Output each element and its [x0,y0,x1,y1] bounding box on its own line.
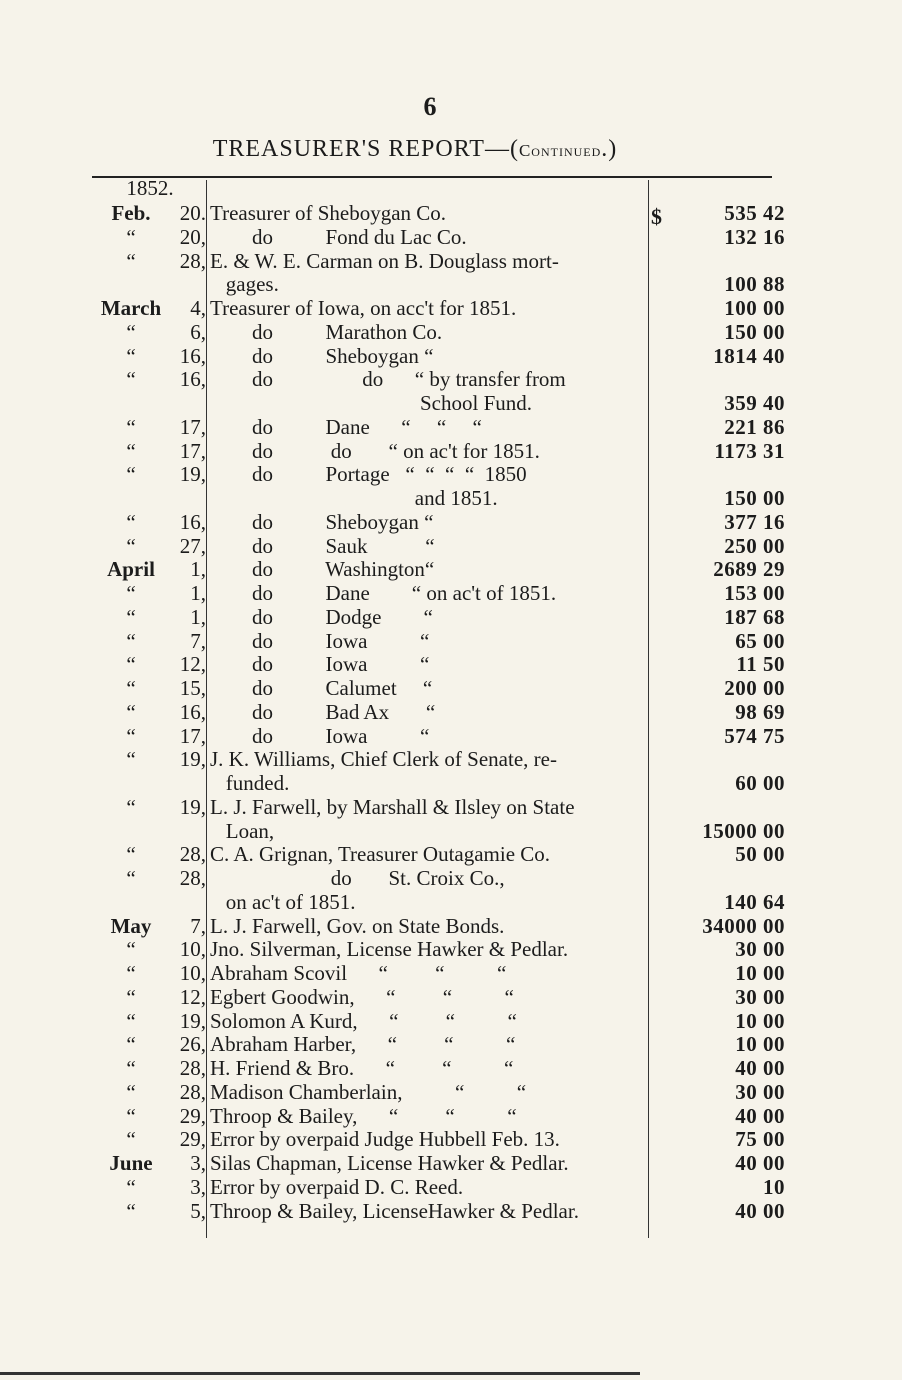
entry-day: 27, [179,533,206,558]
entry-amount: 30 00 [735,984,785,1009]
entry-day: 28, [179,1079,206,1104]
entry-description: do Portage “ “ “ “ 1850 [210,462,527,487]
ledger-row [0,344,902,368]
entry-day: 19, [179,1008,206,1033]
entry-day: 10, [179,937,206,962]
entry-description: School Fund. [210,391,533,415]
entry-day: 12, [179,984,206,1009]
entry-amount: 60 00 [735,771,785,795]
entry-amount: 75 00 [735,1127,785,1152]
entry-day: 17, [179,723,206,748]
entry-month: “ [126,248,136,273]
ledger-row [0,890,902,914]
entry-amount: 140 64 [724,889,785,914]
entry-month: “ [126,1103,136,1128]
entry-day: 16, [179,343,206,368]
entry-description: Silas Chapman, License Hawker & Pedlar. [210,1151,569,1175]
entry-description: Jno. Silverman, License Hawker & Pedlar. [210,937,569,962]
ledger-row [0,557,902,581]
ledger-row [0,225,902,249]
ledger-row [0,415,902,439]
entry-month: “ [126,509,136,534]
entry-month: “ [126,604,136,629]
entry-month: “ [126,1127,136,1152]
entry-month: “ [126,367,136,392]
entry-description: gages. [210,272,279,297]
entry-description: do Dodge “ [210,604,433,629]
entry-amount: 132 16 [724,224,785,249]
entry-description: do Dane “ on ac't of 1851. [210,581,557,605]
entry-description: C. A. Grignan, Treasurer Outagamie Co. [210,842,551,867]
entry-month: “ [126,343,136,368]
entry-month: “ [126,1032,136,1057]
entry-description: Abraham Scovil “ “ “ [210,961,507,985]
entry-day: 28, [179,866,206,890]
entry-amount: 187 68 [724,604,785,629]
ledger-row [0,296,902,320]
entry-amount: 250 00 [724,533,785,558]
entry-description: Abraham Harber, “ “ “ [210,1032,516,1057]
ledger-row [0,391,902,415]
entry-amount: 10 00 [735,961,785,985]
entry-description: E. & W. E. Carman on B. Douglass mort- [210,248,559,273]
entry-amount: 535 42 [724,201,785,225]
entry-month: “ [126,866,136,890]
entry-description: J. K. Williams, Chief Clerk of Senate, re- [210,747,557,772]
ledger-row [0,581,902,605]
entry-day: 28, [179,248,206,273]
ledger-row [0,367,902,391]
entry-amount: 98 69 [735,699,785,724]
entry-description: do Sauk “ [210,533,435,558]
ledger-row [0,1175,902,1199]
entry-day: 16, [179,699,206,724]
entry-month: “ [126,652,136,677]
entry-amount: 1173 31 [714,438,785,463]
ledger-row [0,771,902,795]
entry-day: 20, [179,224,206,249]
entry-month: “ [126,533,136,558]
entry-amount: 10 00 [735,1008,785,1033]
entry-description: do do “ on ac't for 1851. [210,438,540,463]
entry-description: do Dane “ “ “ [210,414,482,439]
entry-description: funded. [210,771,290,795]
ledger-row [0,201,902,225]
page-number: 6 [423,92,437,121]
entry-month: “ [126,984,136,1009]
entry-day: 26, [179,1032,206,1057]
entry-month: “ [126,699,136,724]
entry-day: 17, [179,438,206,463]
entry-amount: 100 88 [724,272,785,297]
entry-day: 10, [179,961,206,985]
entry-description: do St. Croix Co., [210,866,505,890]
entry-description: Treasurer of Sheboygan Co. [210,201,447,225]
entry-amount: 1814 40 [713,343,785,368]
page-title-main: TREASURER'S REPORT—( [212,136,519,162]
ledger-row [0,1199,902,1223]
ledger-row [0,937,902,961]
entry-description: do Iowa “ [210,628,430,653]
entry-day: 7, [190,628,206,653]
entry-amount: 40 00 [735,1056,785,1080]
ledger-row [0,724,902,748]
entry-month: “ [126,1008,136,1033]
entry-month: “ [126,1056,136,1080]
ledger-row [0,1080,902,1104]
entry-month: April [107,557,155,582]
entry-month: “ [126,1174,136,1199]
entry-month: “ [126,937,136,962]
entry-month: “ [126,628,136,653]
ledger-row [0,1009,902,1033]
entry-description: Solomon A Kurd, “ “ “ [210,1008,517,1033]
ledger-row [0,819,902,843]
entry-day: 6, [190,319,206,344]
dollar-sign: $ [651,204,662,229]
entry-amount: 221 86 [724,414,785,439]
entry-description: Loan, [210,818,275,843]
entry-amount: 150 00 [724,486,785,510]
entry-month: March [100,296,162,320]
entry-description: do Calumet “ [210,676,433,700]
entry-description: do Iowa “ [210,723,430,748]
entry-day: 28, [179,842,206,867]
ledger-row [0,1127,902,1151]
entry-amount: 40 00 [735,1198,785,1223]
entry-month: “ [126,1079,136,1104]
entry-day: 7, [190,913,206,938]
entry-month: “ [126,581,136,605]
ledger-row [0,462,902,486]
entry-amount: 30 00 [735,1079,785,1104]
ledger-row [0,676,902,700]
entry-description: do Sheboygan “ [210,343,434,368]
entry-description: do Iowa “ [210,652,430,677]
entry-day: 1, [190,581,206,605]
entry-amount: 10 00 [735,1032,785,1057]
entry-day: 3, [190,1151,206,1175]
entry-amount: 40 00 [735,1151,785,1175]
entry-day: 19, [179,462,206,487]
ledger-row [0,486,902,510]
entry-amount: 40 00 [735,1103,785,1128]
page-title-end: .) [601,136,618,162]
entry-description: do do “ by transfer from [210,367,566,392]
entry-description: do Washington“ [210,557,435,582]
entry-description: Throop & Bailey, “ “ “ [210,1103,517,1128]
entry-day: 19, [179,794,206,819]
entry-amount: 2689 29 [713,557,785,582]
entry-month: Feb. [111,201,151,225]
entry-month: “ [126,462,136,487]
ledger-row [0,747,902,771]
ledger-row [0,961,902,985]
entry-description: Egbert Goodwin, “ “ “ [210,984,514,1009]
entry-month: “ [126,224,136,249]
year-text: 1852. [126,176,174,200]
ledger-row [0,914,902,938]
entry-month: May [110,913,152,938]
entry-amount: 10 [763,1174,785,1199]
entry-month: “ [126,794,136,819]
ledger-row [0,700,902,724]
entry-month: “ [126,842,136,867]
entry-month: “ [126,1198,136,1223]
ledger-row [0,1151,902,1175]
entry-description: do Sheboygan “ [210,509,434,534]
entry-description: Madison Chamberlain, “ “ [210,1079,527,1104]
year-label [0,176,902,200]
entry-day: 1, [190,557,206,582]
entry-day: 5, [190,1198,206,1223]
entry-description: do Fond du Lac Co. [210,224,467,249]
entry-amount: 34000 00 [702,913,785,938]
ledger-row [0,249,902,273]
entry-description: Treasurer of Iowa, on acc't for 1851. [210,296,517,320]
entry-month: “ [126,723,136,748]
entry-amount: 100 00 [724,296,785,320]
entry-description: and 1851. [210,486,498,510]
entry-description: Throop & Bailey, LicenseHawker & Pedlar. [210,1198,579,1223]
bottom-rule [0,1372,640,1375]
entry-amount: 377 16 [724,509,785,534]
entry-description: H. Friend & Bro. “ “ “ [210,1056,514,1080]
entry-amount: 11 50 [736,652,785,677]
entry-day: 3, [190,1174,206,1199]
entry-month: “ [126,676,136,700]
entry-amount: 359 40 [724,391,785,415]
entry-month: “ [126,438,136,463]
entry-description: do Marathon Co. [210,319,443,344]
entry-description: L. J. Farwell, Gov. on State Bonds. [210,913,505,938]
ledger-row [0,1104,902,1128]
entry-amount: 65 00 [735,628,785,653]
entry-description: on ac't of 1851. [210,889,356,914]
entry-amount: 153 00 [724,581,785,605]
ledger-row [0,272,902,296]
entry-day: 16, [179,509,206,534]
entry-month: “ [126,747,136,772]
entry-day: 15, [179,676,206,700]
ledger-row [0,652,902,676]
entry-description: Error by overpaid D. C. Reed. [210,1174,464,1199]
ledger-row [0,629,902,653]
entry-day: 19, [179,747,206,772]
page-title [0,136,830,163]
ledger-row [0,866,902,890]
entry-day: 28, [179,1056,206,1080]
entry-day: 1, [190,604,206,629]
entry-day: 17, [179,414,206,439]
entry-month: “ [126,414,136,439]
ledger-row [0,985,902,1009]
entry-day: 29, [179,1127,206,1152]
entry-month: June [109,1151,153,1175]
entry-month: “ [126,319,136,344]
page-title-continued: Continued [518,141,602,160]
entry-amount: 150 00 [724,319,785,344]
entry-description: L. J. Farwell, by Marshall & Ilsley on State [210,794,575,819]
entry-amount: 50 00 [735,842,785,867]
ledger-row [0,510,902,534]
entry-month: “ [126,961,136,985]
ledger-row [0,605,902,629]
ledger-row [0,534,902,558]
entry-day: 16, [179,367,206,392]
entry-day: 20. [179,201,206,225]
entry-description: Error by overpaid Judge Hubbell Feb. 13. [210,1127,560,1152]
ledger-row [0,795,902,819]
entry-day: 12, [179,652,206,677]
ledger-row [0,320,902,344]
ledger-row [0,439,902,463]
entry-day: 4, [190,296,206,320]
entry-amount: 15000 00 [702,818,785,843]
ledger-row [0,1056,902,1080]
entry-amount: 574 75 [724,723,785,748]
ledger-row [0,842,902,866]
entry-description: do Bad Ax “ [210,699,436,724]
entry-amount: 30 00 [735,937,785,962]
entry-day: 29, [179,1103,206,1128]
ledger-row [0,1032,902,1056]
entry-amount: 200 00 [724,676,785,700]
